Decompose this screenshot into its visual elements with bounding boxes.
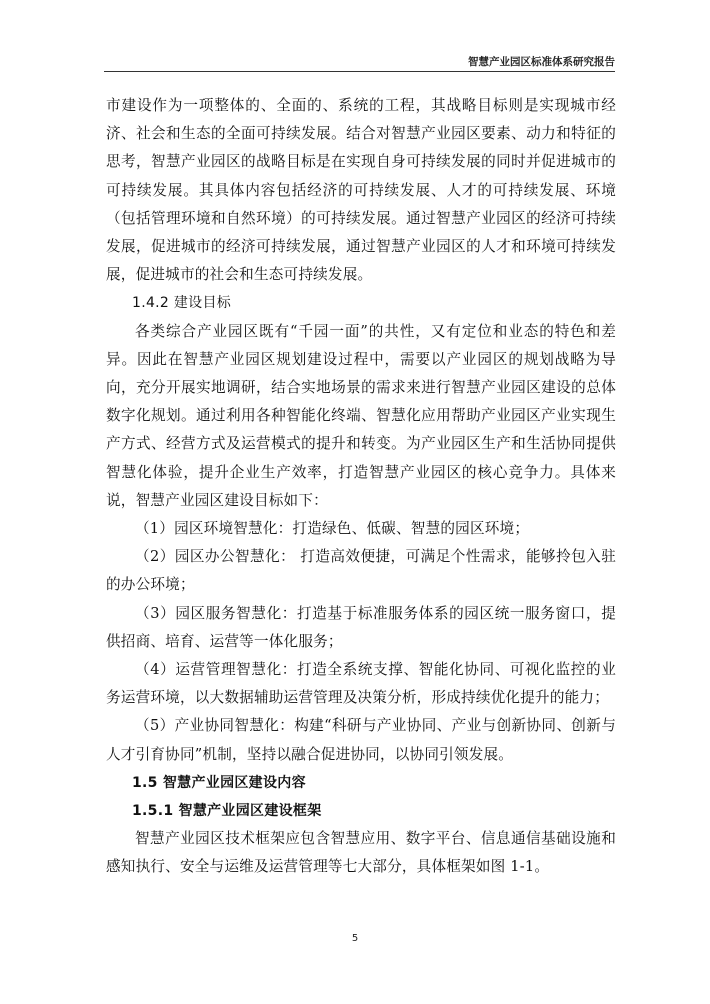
goal-item-5: （5）产业协同智慧化：构建“科研与产业协同、产业与创新协同、创新与人才引育协同”机制，坚持以融合促进协同，以协同引领发展。 <box>106 717 616 763</box>
paragraph: 智慧产业园区技术框架应包含智慧应用、数字平台、信息通信基础设施和感知执行、安全与运维及运营管理等七大部分，具体框架如图 1-1。 <box>106 830 616 876</box>
section-heading-1-5-1: 1.5.1 智慧产业园区建设框架 <box>132 803 322 820</box>
goal-item-3: （3）园区服务智慧化：打造基于标准服务体系的园区统一服务窗口，提供招商、培育、运营等一体化服务； <box>106 604 616 650</box>
running-header: 智慧产业园区标准体系研究报告 <box>468 56 615 68</box>
header-divider <box>104 71 615 72</box>
paragraph: 各类综合产业园区既有“千园一面”的共性，又有定位和业态的特色和差异。因此在智慧产业园区规划建设过程中，需要以产业园区的规划战略为导向，充分开展实地调研，结合实地场景的需求来进行智慧产业园区建设的总体数字化规划。通过利用各种智能化终端、智慧化应用帮助产业园区产业实现生产方式、经营方式及运营模式的提升和转变。为产业园区生产和生活协同提供智慧化体验，提升企业生产效率，打造智慧产业园区的核心竞争力。具体来说，智慧产业园区建设目标如下： <box>106 322 616 509</box>
section-heading-1-5: 1.5 智慧产业园区建设内容 <box>132 774 306 791</box>
goal-item-2: （2）园区办公智慧化： 打造高效便捷，可满足个性需求，能够拎包入驻的办公环境； <box>106 548 616 594</box>
page-number: 5 <box>351 933 359 944</box>
goal-item-4: （4）运营管理智慧化：打造全系统支撑、智能化协同、可视化监控的业务运营环境，以大数据辅助运营管理及决策分析，形成持续优化提升的能力； <box>106 661 616 707</box>
goal-item-1: （1）园区环境智慧化：打造绿色、低碳、智慧的园区环境； <box>135 520 530 538</box>
paragraph: 市建设作为一项整体的、全面的、系统的工程，其战略目标则是实现城市经济、社会和生态的全面可持续发展。结合对智慧产业园区要素、动力和特征的思考，智慧产业园区的战略目标是在实现自身可持续发展的同时并促进城市的可持续发展。其具体内容包括经济的可持续发展、人才的可持续发展、环境（包括管理环境和自然环境）的可持续发展。通过智慧产业园区的经济可持续发展，促进城市的经济可持续发展，通过智慧产业园区的人才和环境可持续发展，促进城市的社会和生态可持续发展。 <box>106 97 616 284</box>
section-heading-1-4-2: 1.4.2 建设目标 <box>132 295 232 312</box>
page-body <box>106 92 616 882</box>
